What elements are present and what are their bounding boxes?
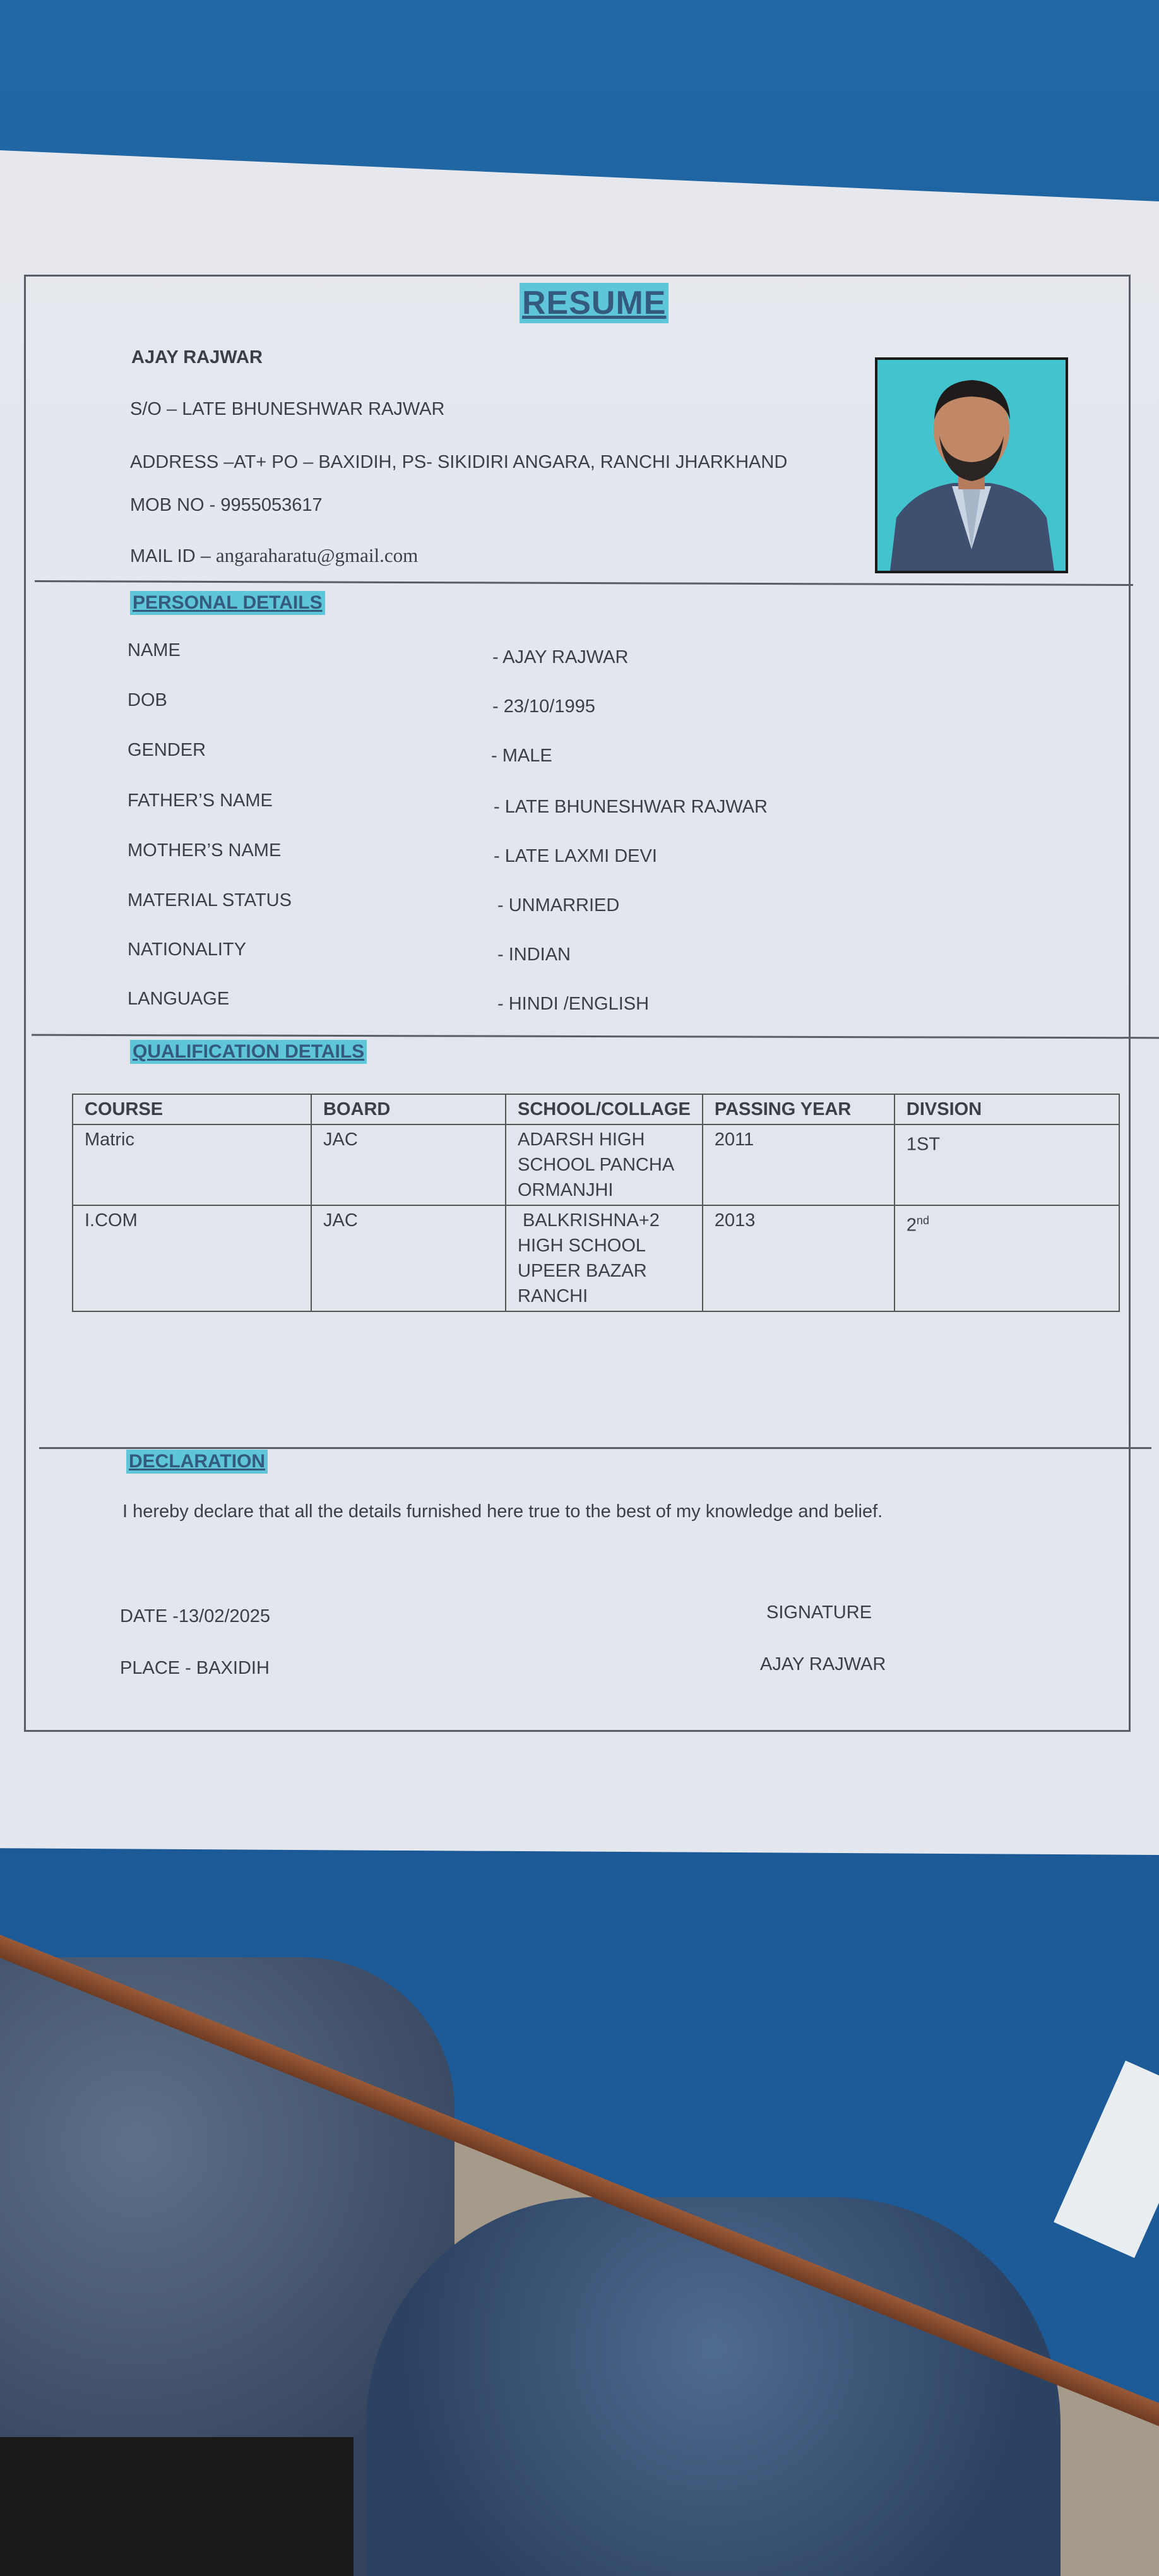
personal-label: MOTHER’S NAME [128,840,282,861]
declaration-date: DATE -13/02/2025 [120,1606,271,1626]
personal-value: - AJAY RAJWAR [492,647,629,667]
school-line: ORMANJHI [518,1180,614,1200]
signature-name: AJAY RAJWAR [760,1654,886,1674]
personal-label: NATIONALITY [128,939,246,960]
header-relation: S/O – LATE BHUNESHWAR RAJWAR [130,399,445,419]
school-line: ADARSH HIGH [518,1130,645,1150]
cell-year: 2011 [703,1124,895,1205]
declaration-text: I hereby declare that all the details furnished here true to the best of my knowledge and belief. [122,1501,883,1522]
personal-value: - HINDI /ENGLISH [497,994,650,1014]
personal-value: - MALE [491,746,552,766]
cell-course: I.COM [73,1205,311,1311]
declaration-heading: DECLARATION [126,1450,268,1474]
belt [0,2437,354,2576]
personal-label: DOB [128,690,167,710]
personal-value: - LATE BHUNESHWAR RAJWAR [494,797,768,817]
cell-division [895,1205,1119,1311]
cell-board: JAC [311,1124,506,1205]
jeans-right-leg [366,2197,1061,2576]
column-header-board: BOARD [311,1094,506,1124]
qualification-table [72,1094,1120,1312]
division-suffix: nd [917,1214,930,1227]
table-row [73,1205,1119,1311]
school-line: HIGH SCHOOL [518,1236,646,1256]
divider-qualification [39,1447,1151,1449]
header-name: AJAY RAJWAR [131,347,263,367]
personal-value: - UNMARRIED [497,895,620,915]
column-header-school: SCHOOL/COLLAGE [506,1094,703,1124]
column-header-passing-year: PASSING YEAR [703,1094,895,1124]
table-header-row [73,1094,1119,1124]
personal-value: - LATE LAXMI DEVI [494,846,657,866]
table-row [73,1124,1119,1205]
cell-school [506,1205,703,1311]
header-mail [130,544,418,567]
school-line: SCHOOL PANCHA [518,1155,675,1175]
division-value: 1ST [906,1134,941,1155]
declaration-place: PLACE - BAXIDIH [120,1658,270,1678]
column-header-course: COURSE [73,1094,311,1124]
header-mobile: MOB NO - 9955053617 [130,495,323,515]
personal-label: GENDER [128,740,206,760]
school-line: RANCHI [518,1286,588,1306]
column-header-division: DIVSION [895,1094,1119,1124]
cell-division [895,1124,1119,1205]
cell-year: 2013 [703,1205,895,1311]
profile-photo [875,357,1068,573]
cell-course: Matric [73,1124,311,1205]
school-line: BALKRISHNA+2 [518,1210,660,1231]
personal-label: MATERIAL STATUS [128,890,292,910]
personal-label: LANGUAGE [128,989,230,1009]
personal-value: - INDIAN [497,945,571,965]
division-value: 2 [906,1215,917,1236]
school-line: UPEER BAZAR [518,1261,647,1281]
header-address: ADDRESS –AT+ PO – BAXIDIH, PS- SIKIDIRI ANGARA, RANCHI JHARKHAND [130,452,788,472]
personal-value: - 23/10/1995 [492,696,595,717]
personal-label: FATHER’S NAME [128,790,273,811]
qualification-details-heading: QUALIFICATION DETAILS [130,1040,367,1064]
cell-board: JAC [311,1205,506,1311]
mail-value: angaraharatu@gmail.com [215,544,419,566]
personal-label: NAME [128,640,181,660]
cell-school [506,1124,703,1205]
personal-details-heading: PERSONAL DETAILS [130,591,325,615]
mail-label: MAIL ID – [130,546,216,566]
resume-title: RESUME [520,283,669,323]
signature-label: SIGNATURE [766,1602,872,1623]
